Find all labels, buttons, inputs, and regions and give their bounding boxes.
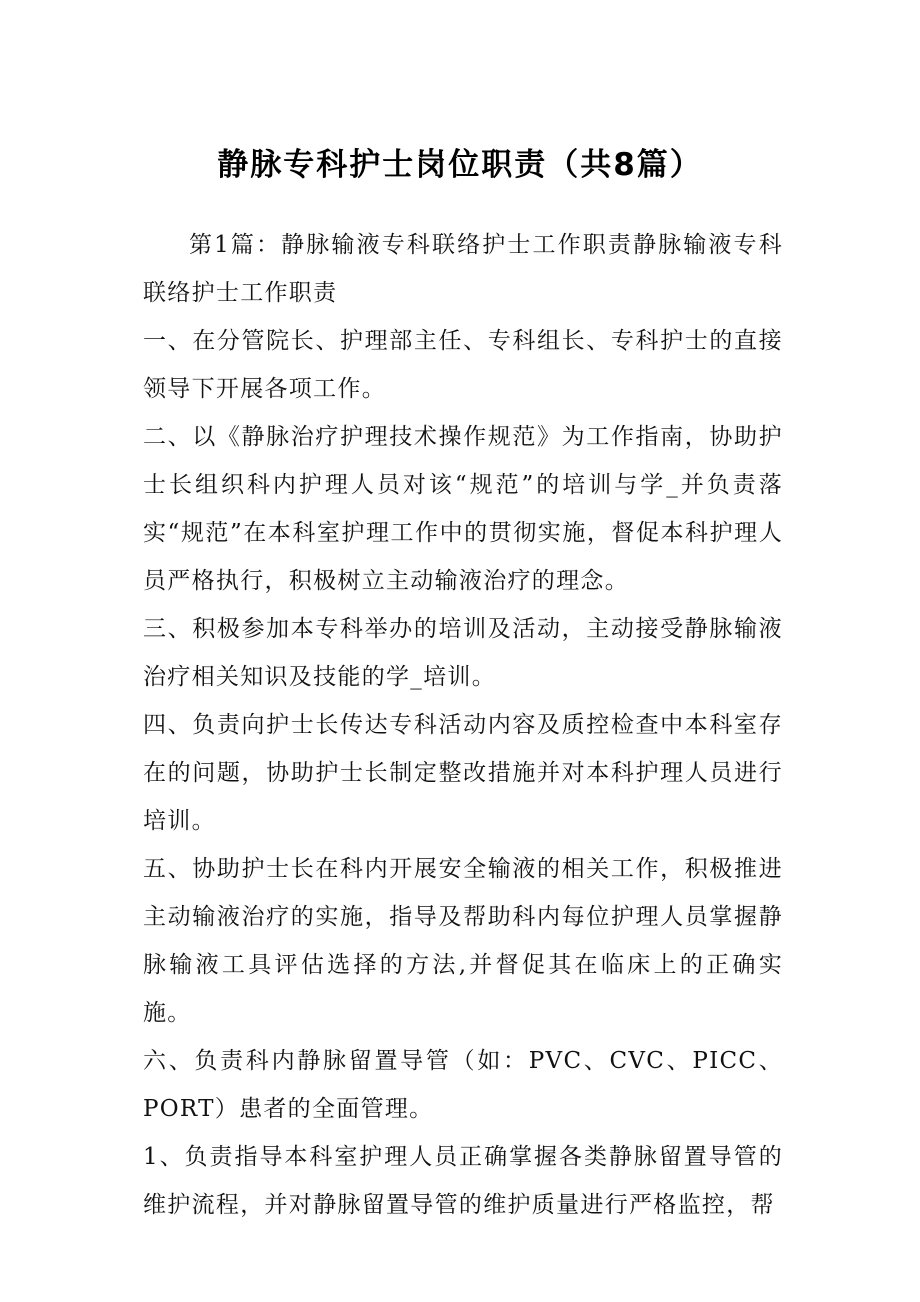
paragraph-8: 1、负责指导本科室护理人员正确掌握各类静脉留置导管的维护流程，并对静脉留置导管的维护质量进行严格监控，帮 bbox=[143, 1144, 783, 1218]
document-body bbox=[143, 221, 783, 1229]
paragraph-6: 五、协助护士长在科内开展安全输液的相关工作，积极推进主动输液治疗的实施，指导及帮助科内每位护理人员掌握静脉输液工具评估选择的方法,并督促其在临床上的正确实施。 bbox=[143, 856, 783, 1026]
paragraph-3: 二、以《静脉治疗护理技术操作规范》为工作指南，协助护士长组织科内护理人员对该“规范”的培训与学_并负责落实“规范”在本科室护理工作中的贯彻实施，督促本科护理人员严格执行，积极树立主动输液治疗的理念。 bbox=[143, 424, 783, 594]
document-title: 静脉专科护士岗位职责（共8篇） bbox=[217, 147, 703, 183]
paragraph-7: 六、负责科内静脉留置导管（如：PVC、CVC、PICC、PORT）患者的全面管理。 bbox=[143, 1048, 783, 1122]
paragraph-5: 四、负责向护士长传达专科活动内容及质控检查中本科室存在的问题，协助护士长制定整改措施并对本科护理人员进行培训。 bbox=[143, 712, 783, 834]
paragraph-1: 第1篇：静脉输液专科联络护士工作职责静脉输液专科联络护士工作职责 bbox=[143, 232, 783, 306]
paragraph-4: 三、积极参加本专科举办的培训及活动，主动接受静脉输液治疗相关知识及技能的学_培训。 bbox=[143, 616, 783, 690]
paragraph-2: 一、在分管院长、护理部主任、专科组长、专科护士的直接领导下开展各项工作。 bbox=[143, 328, 783, 402]
